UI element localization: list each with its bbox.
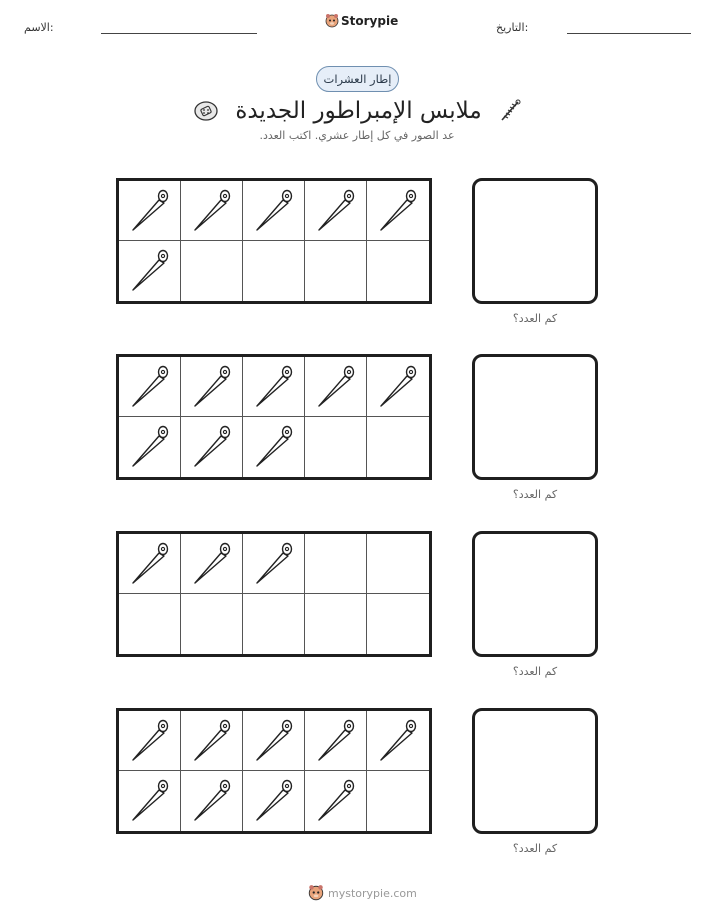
frame-cell bbox=[305, 241, 367, 301]
frame-cell bbox=[305, 357, 367, 417]
ten-frame-2 bbox=[116, 354, 432, 480]
ten-frame-3 bbox=[116, 531, 432, 657]
needle-icon bbox=[315, 188, 357, 234]
frame-cell bbox=[367, 594, 429, 654]
answer-box-2[interactable] bbox=[472, 354, 598, 480]
needle-icon bbox=[377, 188, 419, 234]
frame-cell bbox=[181, 594, 243, 654]
frame-cell bbox=[243, 181, 305, 241]
footer bbox=[308, 884, 417, 902]
needle-icon bbox=[315, 364, 357, 410]
needle-icon bbox=[253, 778, 295, 824]
needle-icon bbox=[129, 718, 171, 764]
needle-icon bbox=[191, 424, 233, 470]
frame-cell bbox=[243, 357, 305, 417]
needle-icon bbox=[191, 541, 233, 587]
frame-cell bbox=[119, 711, 181, 771]
count-prompt-3: كم العدد؟ bbox=[512, 665, 558, 678]
storypie-logo bbox=[325, 13, 398, 29]
needle-icon bbox=[191, 364, 233, 410]
answer-box-3[interactable] bbox=[472, 531, 598, 657]
needle-icon bbox=[129, 424, 171, 470]
frame-cell bbox=[305, 534, 367, 594]
frame-cell bbox=[367, 771, 429, 831]
needle-icon bbox=[129, 541, 171, 587]
frame-cell bbox=[181, 534, 243, 594]
needle-icon bbox=[315, 778, 357, 824]
frame-cell bbox=[243, 771, 305, 831]
count-prompt-4: كم العدد؟ bbox=[512, 842, 558, 855]
frame-cell bbox=[305, 711, 367, 771]
frame-cell bbox=[367, 181, 429, 241]
page-title: ملابس الإمبراطور الجديدة bbox=[235, 98, 482, 124]
ten-frame-1 bbox=[116, 178, 432, 304]
ten-frame-badge: إطار العشرات bbox=[316, 66, 399, 92]
frame-cell bbox=[181, 241, 243, 301]
needle-icon bbox=[315, 718, 357, 764]
needle-icon bbox=[253, 541, 295, 587]
frame-cell bbox=[119, 594, 181, 654]
needle-icon bbox=[129, 778, 171, 824]
needle-icon bbox=[253, 188, 295, 234]
needle-icon bbox=[377, 364, 419, 410]
thread-spool-icon bbox=[498, 98, 522, 124]
name-line[interactable] bbox=[101, 33, 257, 34]
footer-url: mystorypie.com bbox=[328, 886, 417, 900]
mascot-icon bbox=[308, 884, 324, 902]
frame-cell bbox=[367, 241, 429, 301]
frame-cell bbox=[243, 417, 305, 477]
frame-cell bbox=[119, 417, 181, 477]
instructions: عد الصور في كل إطار عشري. اكتب العدد. bbox=[259, 129, 455, 142]
title-row bbox=[180, 95, 535, 127]
ten-frame-4 bbox=[116, 708, 432, 834]
frame-cell bbox=[181, 711, 243, 771]
frame-cell bbox=[243, 594, 305, 654]
button-icon bbox=[193, 98, 219, 124]
frame-cell bbox=[181, 771, 243, 831]
mascot-icon bbox=[325, 13, 339, 29]
needle-icon bbox=[191, 778, 233, 824]
needle-icon bbox=[129, 364, 171, 410]
date-line[interactable] bbox=[567, 33, 691, 34]
frame-cell bbox=[119, 534, 181, 594]
frame-cell bbox=[243, 241, 305, 301]
frame-cell bbox=[367, 534, 429, 594]
needle-icon bbox=[253, 364, 295, 410]
frame-cell bbox=[119, 241, 181, 301]
frame-cell bbox=[243, 711, 305, 771]
needle-icon bbox=[377, 718, 419, 764]
frame-cell bbox=[119, 357, 181, 417]
count-prompt-1: كم العدد؟ bbox=[512, 312, 558, 325]
frame-cell bbox=[367, 711, 429, 771]
date-label: التاريخ: bbox=[496, 21, 529, 34]
frame-cell bbox=[119, 181, 181, 241]
needle-icon bbox=[129, 248, 171, 294]
brand-name: Storypie bbox=[341, 14, 399, 28]
frame-cell bbox=[181, 357, 243, 417]
answer-box-1[interactable] bbox=[472, 178, 598, 304]
frame-cell bbox=[367, 417, 429, 477]
frame-cell bbox=[305, 417, 367, 477]
needle-icon bbox=[129, 188, 171, 234]
needle-icon bbox=[191, 188, 233, 234]
frame-cell bbox=[181, 181, 243, 241]
frame-cell bbox=[367, 357, 429, 417]
name-label: الاسم: bbox=[24, 21, 54, 34]
frame-cell bbox=[305, 594, 367, 654]
needle-icon bbox=[191, 718, 233, 764]
frame-cell bbox=[305, 181, 367, 241]
frame-cell bbox=[119, 771, 181, 831]
frame-cell bbox=[181, 417, 243, 477]
answer-box-4[interactable] bbox=[472, 708, 598, 834]
count-prompt-2: كم العدد؟ bbox=[512, 488, 558, 501]
needle-icon bbox=[253, 718, 295, 764]
needle-icon bbox=[253, 424, 295, 470]
frame-cell bbox=[243, 534, 305, 594]
frame-cell bbox=[305, 771, 367, 831]
